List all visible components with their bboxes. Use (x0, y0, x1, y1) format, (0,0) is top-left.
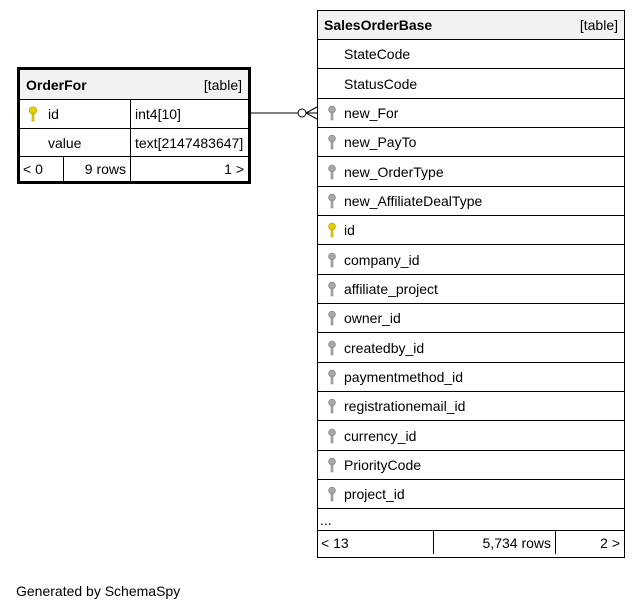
column-name: company_id (344, 251, 420, 268)
column-name: currency_id (344, 427, 417, 444)
column-type: int4[10] (135, 106, 181, 122)
column-name: new_OrderType (344, 163, 444, 180)
generated-by-label: Generated by SchemaSpy (16, 583, 181, 599)
optional-marker (298, 109, 306, 117)
orderfor-kind: [table] (203, 76, 242, 93)
column-name: createdby_id (344, 339, 425, 356)
column-name: new_AffiliateDealType (344, 193, 483, 209)
row-count: 9 rows (84, 161, 126, 177)
column-name: owner_id (344, 310, 401, 326)
row-count: 5,734 rows (482, 534, 551, 551)
parents-count: < 13 (321, 534, 349, 551)
column-name: new_For (344, 105, 399, 121)
orderfor-title: OrderFor (26, 76, 87, 93)
column-name: new_PayTo (344, 134, 417, 150)
column-name: id (344, 222, 355, 238)
parents-count: < 0 (23, 161, 43, 177)
children-count: 1 > (224, 161, 244, 177)
column-name: registrationemail_id (344, 398, 466, 414)
salesorderbase-title: SalesOrderBase (324, 17, 433, 33)
column-name: paymentmethod_id (344, 369, 464, 385)
column-name: id (48, 106, 59, 122)
column-name: PriorityCode (344, 457, 422, 473)
column-name: affiliate_project (344, 281, 438, 297)
column-name: value (48, 134, 82, 151)
more-columns: ... (320, 511, 332, 528)
many-crowfoot (306, 107, 317, 119)
column-name: project_id (344, 486, 405, 502)
column-name: StatusCode (344, 75, 418, 92)
children-count: 2 > (600, 534, 620, 551)
column-type: text[2147483647] (135, 134, 244, 151)
salesorderbase-kind: [table] (579, 17, 618, 33)
column-name: StateCode (344, 46, 411, 62)
